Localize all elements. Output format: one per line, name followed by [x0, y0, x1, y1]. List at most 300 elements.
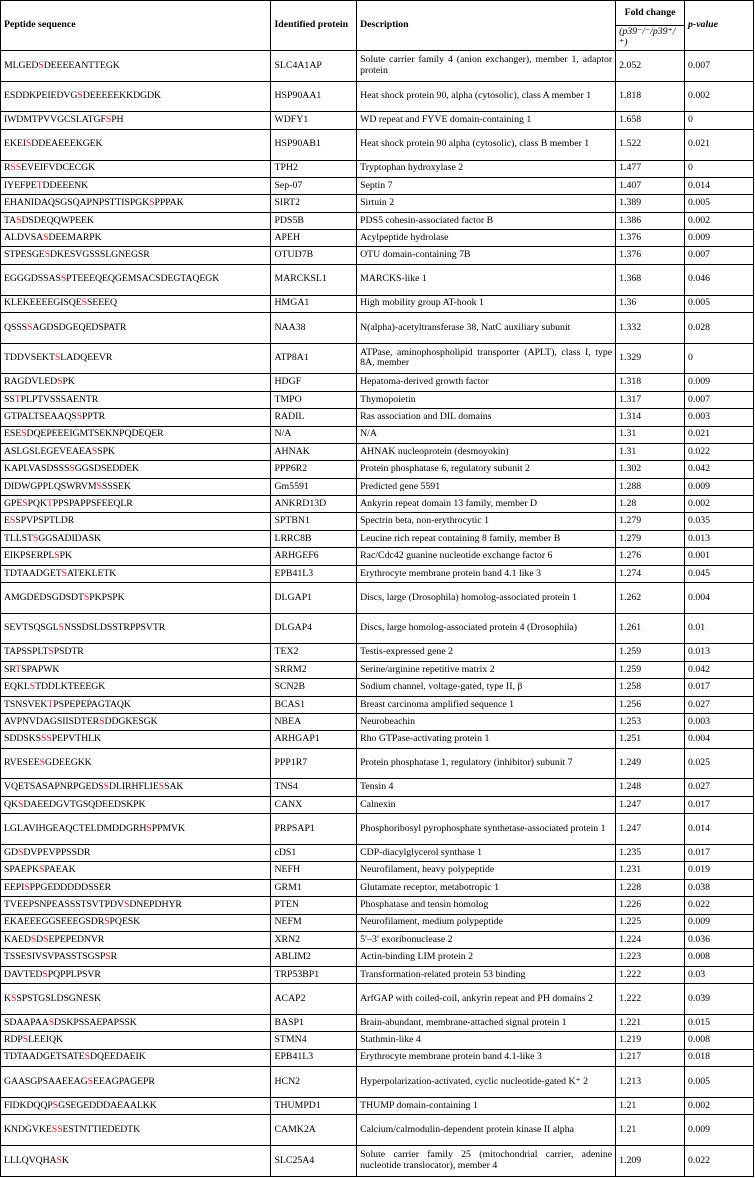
- description-cell: WD repeat and FYVE domain-containing 1: [357, 112, 616, 129]
- peptide-sequence-cell: [1, 897, 271, 914]
- peptide-segment: ATEKLETK: [67, 567, 117, 579]
- protein-cell: SLC25A4: [271, 1145, 357, 1176]
- peptide-sequence-cell: [1, 984, 271, 1015]
- peptide-segment: GSEGEDDDAEAALKK: [58, 1099, 157, 1111]
- phosphosite-residue: S: [22, 497, 28, 509]
- header-description: Description: [357, 1, 616, 51]
- peptide-segment: STPESGE: [4, 249, 45, 261]
- peptide-sequence-cell: [1, 1115, 271, 1146]
- phosphosite-residue: S: [81, 297, 87, 309]
- peptide-segment: PPPAK: [154, 197, 184, 209]
- peptide-segment: ESDDKPEIEDVG: [4, 90, 78, 102]
- pvalue-cell: 0: [685, 160, 754, 177]
- peptide-segment: EEAGPAGEPR: [92, 1075, 155, 1087]
- fold-change-cell: 1.213: [616, 1066, 685, 1097]
- fold-change-cell: 1.226: [616, 897, 685, 914]
- peptide-segment: SAK: [164, 781, 184, 793]
- description-cell: Actin-binding LIM protein 2: [357, 949, 616, 966]
- phosphosite-residue: S: [24, 881, 30, 893]
- peptide-sequence-cell: [1, 796, 271, 813]
- peptide-segment: D: [36, 933, 44, 945]
- peptide-sequence-cell: [1, 714, 271, 731]
- table-row: [1, 496, 754, 513]
- table-row: [1, 779, 754, 796]
- table-row: [1, 984, 754, 1015]
- description-cell: Protein phosphatase 1, regulatory (inhibitor) subunit 7: [357, 748, 616, 779]
- peptide-sequence-cell: [1, 613, 271, 644]
- phosphosite-residue: S: [22, 1034, 29, 1046]
- description-cell: Neurofilament, medium polypeptide: [357, 914, 616, 931]
- table-row: [1, 295, 754, 312]
- protein-cell: PRPSAP1: [271, 814, 357, 845]
- protein-cell: CANX: [271, 796, 357, 813]
- peptide-segment: TDDVSEKT: [4, 352, 55, 364]
- peptide-segment: PEPVTHLK: [51, 733, 101, 745]
- description-cell: AHNAK nucleoprotein (desmoyokin): [357, 443, 616, 460]
- fold-change-cell: 1.318: [616, 374, 685, 391]
- phosphosite-residue: T: [47, 698, 54, 710]
- peptide-segment: SPSTGSLDSGNESK: [16, 992, 101, 1004]
- peptide-sequence-cell: [1, 565, 271, 582]
- pvalue-cell: 0.002: [685, 1097, 754, 1114]
- pvalue-cell: 0.038: [685, 879, 754, 896]
- phosphosite-residue: S: [99, 715, 105, 727]
- fold-change-cell: 2.052: [616, 51, 685, 82]
- description-cell: Calcium/calmodulin-dependent protein kinase II alpha: [357, 1115, 616, 1146]
- table-row: [1, 679, 754, 696]
- table-row: [1, 374, 754, 391]
- peptide-sequence-cell: [1, 443, 271, 460]
- peptide-segment: KLEKEEEEGISQE: [4, 297, 82, 309]
- phosphosite-residue: SS: [40, 733, 52, 745]
- table-row: [1, 949, 754, 966]
- peptide-segment: IWDMTPVVGCSLATGF: [4, 114, 106, 126]
- protein-cell: EPB41L3: [271, 1049, 357, 1066]
- table-body: [1, 51, 754, 1177]
- protein-cell: N/A: [271, 426, 357, 443]
- pvalue-cell: 0.005: [685, 195, 754, 212]
- table-row: [1, 426, 754, 443]
- description-cell: N(alpha)-acetyltransferase 38, NatC auxiliary subunit: [357, 312, 616, 343]
- peptide-sequence-cell: [1, 844, 271, 861]
- table-row: [1, 1032, 754, 1049]
- peptide-segment: DLIRHFLIE: [109, 781, 159, 793]
- protein-cell: ABLIM2: [271, 949, 357, 966]
- description-cell: Tryptophan hydroxylase 2: [357, 160, 616, 177]
- peptide-segment: TLLST: [4, 532, 33, 544]
- fold-change-cell: 1.262: [616, 583, 685, 614]
- fold-change-cell: 1.389: [616, 195, 685, 212]
- phosphosite-residue: S: [39, 757, 45, 769]
- peptide-segment: R: [4, 162, 11, 174]
- peptide-segment: AVPNVDAGSIISDTER: [4, 715, 100, 727]
- peptide-segment: TVEEPSNPEASSSTSVTPDV: [4, 899, 124, 911]
- table-row: [1, 478, 754, 495]
- peptide-segment: TA: [4, 214, 17, 226]
- peptide-segment: QK: [4, 798, 18, 810]
- phosphosite-residue: S: [69, 463, 75, 475]
- table-row: [1, 714, 754, 731]
- table-row: [1, 914, 754, 931]
- table-row: [1, 212, 754, 229]
- pvalue-cell: 0.021: [685, 426, 754, 443]
- phosphosite-residue: S: [43, 933, 49, 945]
- description-cell: Sodium channel, voltage-gated, type II, β: [357, 679, 616, 696]
- peptide-segment: DNEPDHYR: [129, 899, 182, 911]
- protein-cell: NEFM: [271, 914, 357, 931]
- table-row: [1, 230, 754, 247]
- protein-cell: SCN2B: [271, 679, 357, 696]
- peptide-segment: PPGEDDDDDSSER: [29, 881, 112, 893]
- fold-change-cell: 1.31: [616, 443, 685, 460]
- pvalue-cell: 0.042: [685, 661, 754, 678]
- table-row: [1, 513, 754, 530]
- fold-change-cell: 1.21: [616, 1097, 685, 1114]
- fold-change-cell: 1.28: [616, 496, 685, 513]
- pvalue-cell: 0.003: [685, 409, 754, 426]
- phosphosite-residue: S: [96, 480, 102, 492]
- fold-change-cell: 1.386: [616, 212, 685, 229]
- peptide-segment: SSSEK: [101, 480, 131, 492]
- fold-change-cell: 1.376: [616, 247, 685, 264]
- fold-change-cell: 1.317: [616, 391, 685, 408]
- protein-cell: NAA38: [271, 312, 357, 343]
- pvalue-cell: 0.002: [685, 81, 754, 112]
- peptide-sequence-cell: [1, 409, 271, 426]
- peptide-sequence-cell: [1, 1066, 271, 1097]
- pvalue-cell: 0.001: [685, 548, 754, 565]
- protein-cell: HSP90AA1: [271, 81, 357, 112]
- table-row: [1, 1014, 754, 1031]
- description-cell: Tensin 4: [357, 779, 616, 796]
- phosphosite-residue: S: [56, 1154, 62, 1166]
- peptide-sequence-cell: [1, 391, 271, 408]
- peptide-sequence-cell: [1, 51, 271, 82]
- pvalue-cell: 0.014: [685, 814, 754, 845]
- pvalue-cell: 0: [685, 112, 754, 129]
- phosphosite-residue: S: [149, 197, 155, 209]
- peptide-sequence-cell: [1, 312, 271, 343]
- peptide-segment: EPEPEDNVR: [48, 933, 105, 945]
- description-cell: Neurofilament, heavy polypeptide: [357, 862, 616, 879]
- protein-cell: DLGAP1: [271, 583, 357, 614]
- peptide-segment: EHANIDAQSGSQAPNPSTTISPGK: [4, 197, 150, 209]
- protein-cell: BCAS1: [271, 696, 357, 713]
- phosphosite-residue: S: [21, 428, 27, 440]
- pvalue-cell: 0.027: [685, 696, 754, 713]
- peptide-segment: KNDGVKE: [4, 1123, 52, 1135]
- pvalue-cell: 0.009: [685, 478, 754, 495]
- table-row: [1, 796, 754, 813]
- fold-change-cell: 1.279: [616, 513, 685, 530]
- phosphosite-residue: S: [32, 532, 39, 544]
- phosphosite-residue: S: [52, 1099, 59, 1111]
- protein-cell: AHNAK: [271, 443, 357, 460]
- fold-change-cell: 1.222: [616, 984, 685, 1015]
- fold-change-cell: 1.276: [616, 548, 685, 565]
- table-row: [1, 644, 754, 661]
- fold-change-cell: 1.223: [616, 949, 685, 966]
- peptide-sequence-cell: [1, 478, 271, 495]
- protein-cell: ATP8A1: [271, 343, 357, 374]
- description-cell: Phosphatase and tensin homolog: [357, 897, 616, 914]
- pvalue-cell: 0.018: [685, 1049, 754, 1066]
- table-row: [1, 112, 754, 129]
- peptide-segment: GAASGPSAAEEAG: [4, 1075, 88, 1087]
- phosphosite-residue: S: [17, 846, 24, 858]
- peptide-sequence-cell: [1, 731, 271, 748]
- peptide-sequence-cell: [1, 374, 271, 391]
- fold-change-cell: 1.314: [616, 409, 685, 426]
- peptide-segment: E: [4, 515, 10, 527]
- protein-cell: PDS5B: [271, 212, 357, 229]
- phosphosite-residue: T: [15, 663, 22, 675]
- phosphosite-residue: S: [77, 90, 83, 102]
- fold-change-cell: 1.259: [616, 661, 685, 678]
- table-row: [1, 661, 754, 678]
- phosphosite-residue: S: [42, 968, 48, 980]
- peptide-segment: DVPEVPPSSDR: [23, 846, 91, 858]
- peptide-segment: EQKL: [4, 681, 30, 693]
- fold-change-cell: 1.251: [616, 731, 685, 748]
- peptide-segment: SPAPWK: [21, 663, 60, 675]
- peptide-sequence-cell: [1, 230, 271, 247]
- pvalue-cell: 0.002: [685, 212, 754, 229]
- protein-cell: TRP53BP1: [271, 966, 357, 983]
- peptide-sequence-cell: [1, 696, 271, 713]
- peptide-segment: PQK: [27, 497, 47, 509]
- description-cell: MARCKS-like 1: [357, 264, 616, 295]
- peptide-segment: GPE: [4, 497, 23, 509]
- description-cell: Transformation-related protein 53 binding: [357, 966, 616, 983]
- peptide-segment: TAPSSPLT: [4, 646, 49, 658]
- fold-change-cell: 1.658: [616, 112, 685, 129]
- description-cell: CDP-diacylglycerol synthase 1: [357, 844, 616, 861]
- table-row: [1, 1145, 754, 1176]
- peptide-segment: PQPPLPSVR: [47, 968, 101, 980]
- protein-cell: PPP1R7: [271, 748, 357, 779]
- table-row: [1, 814, 754, 845]
- protein-cell: DLGAP4: [271, 613, 357, 644]
- protein-cell: WDFY1: [271, 112, 357, 129]
- peptide-segment: GDEEGKK: [45, 757, 92, 769]
- peptide-sequence-cell: [1, 1014, 271, 1031]
- peptide-sequence-cell: [1, 679, 271, 696]
- protein-cell: ARHGAP1: [271, 731, 357, 748]
- peptide-segment: SEEEQ: [86, 297, 117, 309]
- peptide-segment: DEEMARPK: [48, 231, 102, 243]
- peptide-segment: RAGDVLED: [4, 376, 58, 388]
- phosphosite-residue: S: [84, 1051, 90, 1063]
- peptide-segment: PPTR: [82, 411, 106, 423]
- description-cell: Brain-abundant, membrane-attached signal protein 1: [357, 1014, 616, 1031]
- table-row: [1, 931, 754, 948]
- table-row: [1, 583, 754, 614]
- description-cell: Serine/arginine repetitive matrix 2: [357, 661, 616, 678]
- peptide-segment: AMGDEDSGDSDT: [4, 591, 84, 603]
- fold-change-cell: 1.256: [616, 696, 685, 713]
- description-cell: Erythrocyte membrane protein band 4.1 like 3: [357, 565, 616, 582]
- pvalue-cell: 0: [685, 343, 754, 374]
- phosphosite-residue: S: [146, 822, 152, 834]
- peptide-segment: SDAAPAA: [4, 1016, 49, 1028]
- peptide-segment: SEVTSQSGL: [4, 622, 59, 634]
- peptide-sequence-cell: [1, 295, 271, 312]
- peptide-segment: VQETSASAPNRPGEDS: [4, 781, 104, 793]
- protein-cell: TMPO: [271, 391, 357, 408]
- peptide-segment: GGSDSEDDEK: [74, 463, 140, 475]
- peptide-segment: TDDLKTEEEGK: [35, 681, 106, 693]
- table-row: [1, 748, 754, 779]
- protein-cell: Gm5591: [271, 478, 357, 495]
- pvalue-cell: 0.002: [685, 496, 754, 513]
- fold-change-cell: 1.329: [616, 343, 685, 374]
- pvalue-cell: 0.046: [685, 264, 754, 295]
- protein-cell: TEX2: [271, 644, 357, 661]
- protein-cell: ARHGEF6: [271, 548, 357, 565]
- peptide-sequence-cell: [1, 583, 271, 614]
- table-row: [1, 461, 754, 478]
- peptide-segment: EGGGDSSAS: [4, 273, 61, 285]
- phosphosite-residue: T: [46, 497, 53, 509]
- description-cell: Phosphoribosyl pyrophosphate synthetase-associated protein 1: [357, 814, 616, 845]
- phosphosite-residue: S: [44, 249, 51, 261]
- fold-change-cell: 1.368: [616, 264, 685, 295]
- peptide-segment: DAVTED: [4, 968, 43, 980]
- fold-change-cell: 1.249: [616, 748, 685, 779]
- description-cell: Spectrin beta, non-erythrocytic 1: [357, 513, 616, 530]
- fold-change-cell: 1.247: [616, 796, 685, 813]
- pvalue-cell: 0.027: [685, 779, 754, 796]
- peptide-sequence-cell: [1, 949, 271, 966]
- protein-cell: NEFH: [271, 862, 357, 879]
- fold-change-cell: 1.217: [616, 1049, 685, 1066]
- description-cell: Ras association and DIL domains: [357, 409, 616, 426]
- table-row: [1, 565, 754, 582]
- description-cell: Septin 7: [357, 177, 616, 194]
- fold-change-cell: 1.224: [616, 931, 685, 948]
- table-row: [1, 81, 754, 112]
- description-cell: Rac/Cdc42 guanine nucleotide exchange factor 6: [357, 548, 616, 565]
- pvalue-cell: 0.042: [685, 461, 754, 478]
- peptide-sequence-cell: [1, 914, 271, 931]
- peptide-sequence-cell: [1, 496, 271, 513]
- table-row: [1, 613, 754, 644]
- peptide-segment: GD: [4, 846, 18, 858]
- protein-cell: NBEA: [271, 714, 357, 731]
- description-cell: Hepatoma-derived growth factor: [357, 374, 616, 391]
- phosphosite-residue: T: [14, 393, 21, 405]
- peptide-sequence-cell: [1, 212, 271, 229]
- description-cell: Heat shock protein 90, alpha (cytosolic), class A member 1: [357, 81, 616, 112]
- peptide-segment: PH: [111, 114, 124, 126]
- phosphosite-residue: S: [87, 1075, 93, 1087]
- protein-cell: RADIL: [271, 409, 357, 426]
- peptide-segment: DKESVGSSSLGNEGSR: [50, 249, 150, 261]
- pvalue-cell: 0.005: [685, 1066, 754, 1097]
- protein-cell: HCN2: [271, 1066, 357, 1097]
- protein-cell: GRM1: [271, 879, 357, 896]
- peptide-segment: AGDSDGEQEDSPATR: [32, 321, 127, 333]
- description-cell: Solute carrier family 4 (anion exchanger), member 1, adaptor protein: [357, 51, 616, 82]
- description-cell: Discs, large (Drosophila) homolog-associated protein 1: [357, 583, 616, 614]
- fold-change-cell: 1.522: [616, 129, 685, 160]
- pvalue-cell: 0.007: [685, 247, 754, 264]
- pvalue-cell: 0.028: [685, 312, 754, 343]
- peptide-segment: PK: [62, 376, 75, 388]
- table-row: [1, 548, 754, 565]
- peptide-segment: DEEEEANTTEGK: [43, 59, 120, 71]
- pvalue-cell: 0.021: [685, 129, 754, 160]
- peptide-sequence-cell: [1, 1145, 271, 1176]
- protein-cell: MARCKSL1: [271, 264, 357, 295]
- phosphosite-residue: S: [105, 951, 111, 963]
- pvalue-cell: 0.003: [685, 714, 754, 731]
- peptide-segment: SPK: [97, 445, 115, 457]
- phosphosite-residue: S: [29, 681, 36, 693]
- pvalue-cell: 0.013: [685, 644, 754, 661]
- protein-cell: Sep-07: [271, 177, 357, 194]
- peptide-sequence-cell: [1, 177, 271, 194]
- description-cell: Stathmin-like 4: [357, 1032, 616, 1049]
- peptide-sequence-cell: [1, 862, 271, 879]
- peptide-segment: LLLQVQHA: [4, 1154, 57, 1166]
- protein-cell: HMGA1: [271, 295, 357, 312]
- peptide-sequence-cell: [1, 644, 271, 661]
- protein-cell: SRRM2: [271, 661, 357, 678]
- fold-change-cell: 1.36: [616, 295, 685, 312]
- peptide-segment: DQEEDAEIK: [90, 1051, 146, 1063]
- description-cell: Thymopoietin: [357, 391, 616, 408]
- peptide-segment: TDTAADGET: [4, 567, 62, 579]
- pvalue-cell: 0.009: [685, 914, 754, 931]
- peptide-sequence-cell: [1, 879, 271, 896]
- table-row: [1, 1066, 754, 1097]
- pvalue-cell: 0.008: [685, 1032, 754, 1049]
- phosphosite-residue: S: [54, 352, 61, 364]
- peptide-sequence-cell: [1, 195, 271, 212]
- peptide-segment: DDEAEEEKGEK: [31, 138, 103, 150]
- peptide-sequence-cell: [1, 1049, 271, 1066]
- description-cell: Predicted gene 5591: [357, 478, 616, 495]
- protein-cell: PTEN: [271, 897, 357, 914]
- pvalue-cell: 0.017: [685, 679, 754, 696]
- description-cell: Breast carcinoma amplified sequence 1: [357, 696, 616, 713]
- description-cell: Testis-expressed gene 2: [357, 644, 616, 661]
- table-row: [1, 1115, 754, 1146]
- peptide-segment: PPSPAPPSFEEQLR: [52, 497, 133, 509]
- phosphosite-residue: S: [43, 231, 49, 243]
- protein-cell: PPP6R2: [271, 461, 357, 478]
- peptide-segment: EVEIFVDCECGK: [21, 162, 96, 174]
- peptide-sequence-cell: [1, 548, 271, 565]
- peptide-sequence-cell: [1, 513, 271, 530]
- peptide-segment: PQESK: [109, 916, 141, 928]
- protein-cell: OTUD7B: [271, 247, 357, 264]
- peptide-segment: PTEEEQEQGEMSACSDEGTAQEGK: [66, 273, 220, 285]
- protein-cell: ACAP2: [271, 984, 357, 1015]
- pvalue-cell: 0.017: [685, 796, 754, 813]
- peptide-sequence-cell: [1, 661, 271, 678]
- pvalue-cell: 0.005: [685, 295, 754, 312]
- table-row: [1, 391, 754, 408]
- phosphosite-residue: S: [48, 646, 54, 658]
- pvalue-cell: 0.036: [685, 931, 754, 948]
- description-cell: Ankyrin repeat domain 13 family, member D: [357, 496, 616, 513]
- phosphosite-residue: S: [76, 411, 83, 423]
- peptide-segment: EKAEEEGGSEEEGSDR: [4, 916, 105, 928]
- table-row: [1, 51, 754, 82]
